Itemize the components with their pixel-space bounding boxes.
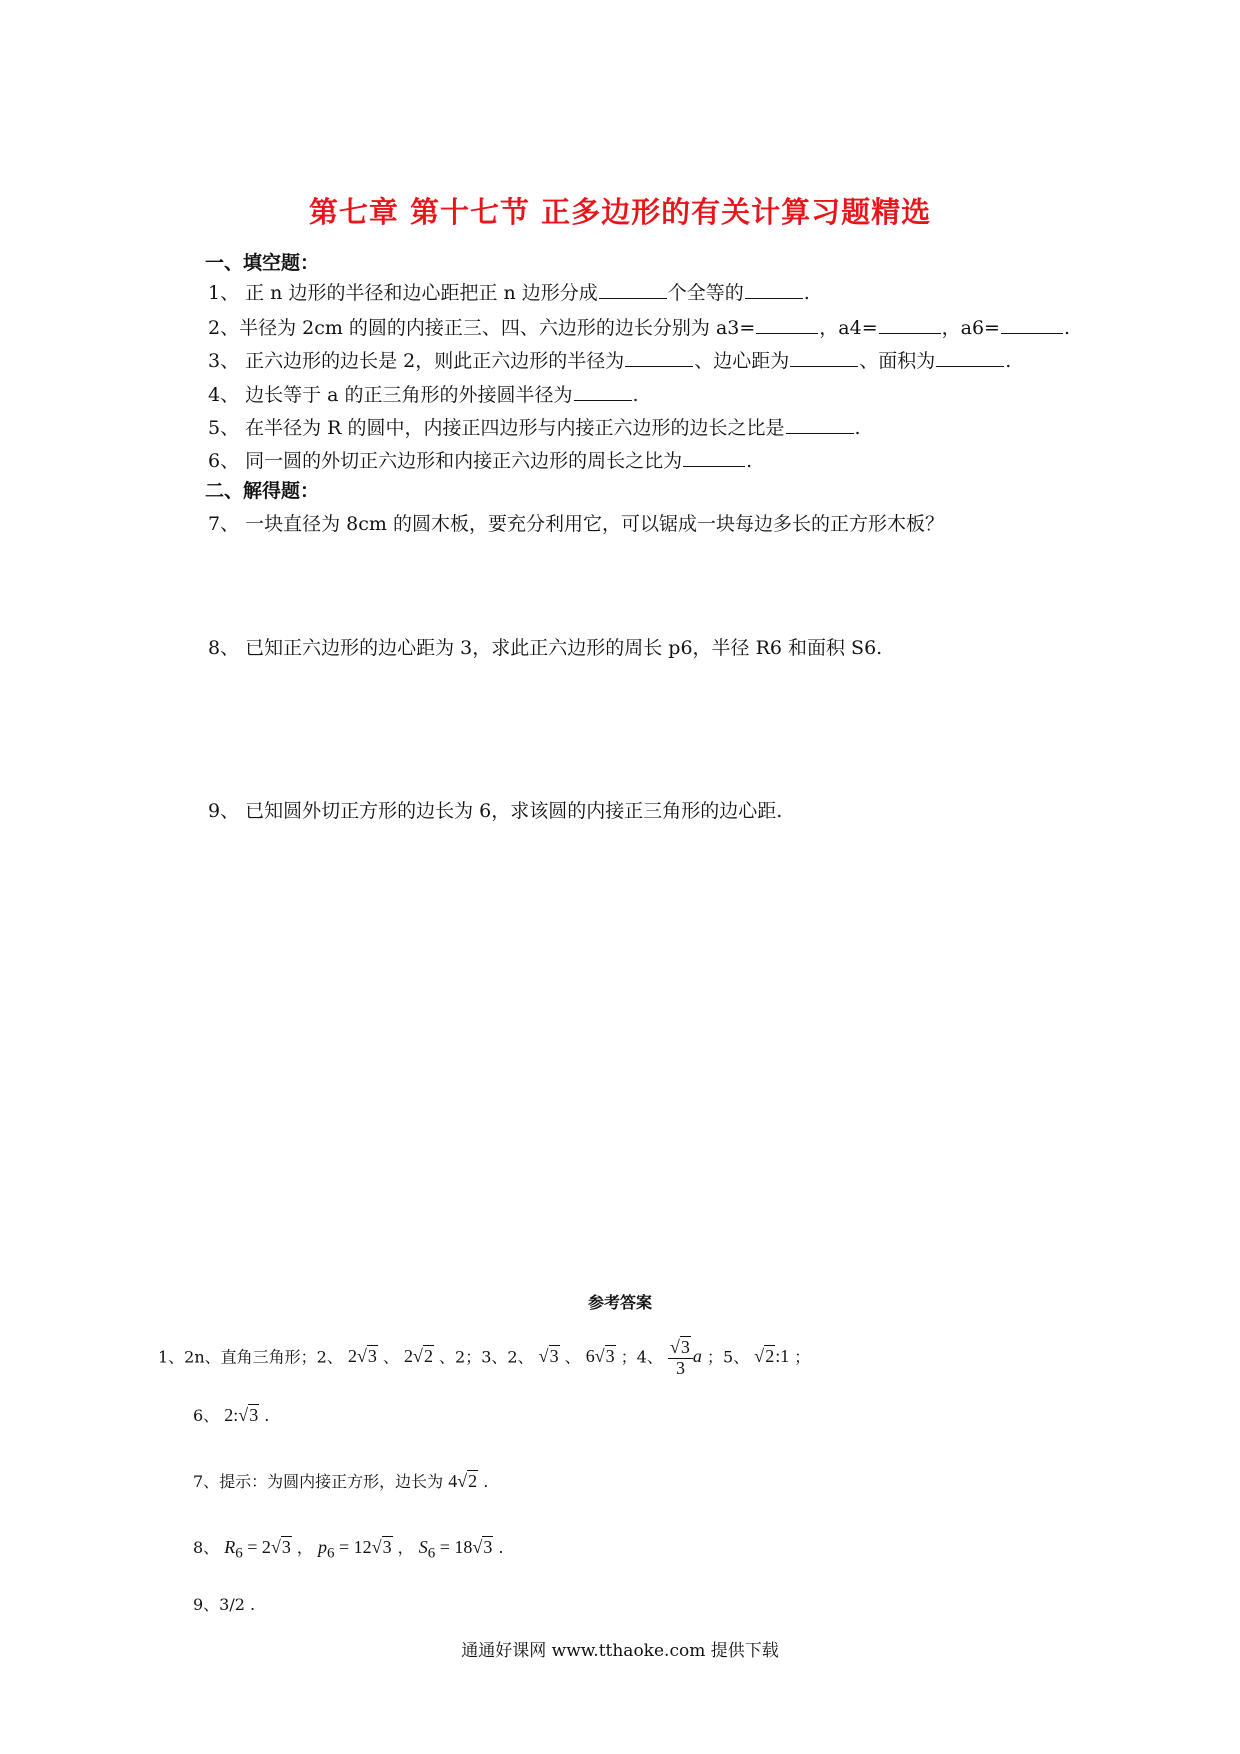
math-equals: = 12 <box>334 1537 372 1557</box>
math-expression <box>224 1537 292 1562</box>
math-expression <box>418 1537 494 1562</box>
math-variable: a <box>692 1346 702 1367</box>
page-title: 第七章 第十七节 正多边形的有关计算习题精选 <box>308 195 932 229</box>
sqrt-symbol: √3 <box>538 1346 559 1367</box>
math-variable: p <box>318 1537 328 1557</box>
question-3 <box>208 346 1011 373</box>
math-expression <box>539 1346 560 1366</box>
question-9: 9、 已知圆外切正方形的边长为 6，求该圆的内接正三角形的边心距. <box>208 800 783 822</box>
math-equals: = 2 <box>242 1537 271 1557</box>
answer-line-6 <box>193 1403 269 1426</box>
sqrt-symbol: √2 <box>413 1346 433 1367</box>
answer-text: 1、2n、直角三角形；2、 <box>158 1347 343 1367</box>
answer-blank <box>786 414 854 434</box>
math-coefficient: 6 <box>585 1346 595 1367</box>
answer-blank <box>879 314 941 334</box>
question-1-text-a: 1、 正 n 边形的半径和边心距把正 n 边形分成 <box>208 282 598 304</box>
question-3-text-d: . <box>1005 350 1012 372</box>
math-expression <box>318 1537 393 1562</box>
sqrt-symbol: √3 <box>594 1346 615 1367</box>
math-coefficient: 2 <box>347 1346 357 1367</box>
radicand: 2 <box>423 1346 433 1367</box>
math-subscript: 6 <box>327 1545 335 1562</box>
math-expression <box>224 1405 259 1425</box>
answer-text: 7、提示：为圆内接正方形，边长为 <box>193 1472 444 1491</box>
answer-text: 8、 <box>193 1538 220 1557</box>
math-subscript: 6 <box>235 1545 243 1562</box>
math-coefficient: 2: <box>224 1405 239 1425</box>
answer-blank <box>574 381 632 401</box>
question-4-text-a: 4、 边长等于 a 的正三角形的外接圆半径为 <box>208 384 573 406</box>
math-fraction-expression <box>668 1337 702 1378</box>
math-expression <box>348 1346 378 1366</box>
question-2 <box>208 313 1070 340</box>
question-4-text-b: . <box>632 384 639 406</box>
sqrt-symbol: √2 <box>754 1346 775 1367</box>
question-2-text-c: ，a6= <box>941 317 1000 339</box>
question-3-text-c: 、面积为 <box>859 350 936 372</box>
answer-text: ；5、 <box>707 1347 750 1367</box>
answers-title: 参考答案 <box>587 1293 652 1312</box>
question-6-text-b: . <box>746 450 753 472</box>
answer-blank <box>683 447 745 467</box>
sqrt-symbol: √3 <box>356 1346 377 1367</box>
answer-text: 、2；3、2、 <box>439 1347 534 1367</box>
answer-line-8 <box>193 1535 504 1563</box>
question-8: 8、 已知正六边形的边心距为 3，求此正六边形的周长 p6，半径 R6 和面积 S6. <box>208 637 883 659</box>
section-fill-in-heading: 一、填空题： <box>205 252 320 274</box>
math-expression <box>586 1346 616 1366</box>
sqrt-symbol: √2 <box>457 1471 478 1491</box>
page-footer: 通通好课网 www.tthaoke.com 提供下载 <box>461 1641 779 1661</box>
question-1 <box>208 278 810 305</box>
math-coefficient: 2 <box>404 1346 414 1367</box>
radicand: 2 <box>468 1471 478 1491</box>
question-1-text-c: . <box>803 282 810 304</box>
radicand: 3 <box>367 1346 377 1367</box>
sqrt-symbol: √3 <box>270 1537 291 1557</box>
radicand: 3 <box>605 1346 615 1367</box>
math-ratio-tail: :1 <box>775 1346 790 1367</box>
radicand: 3 <box>680 1337 690 1357</box>
answer-text: 、 <box>564 1347 581 1367</box>
question-5 <box>208 413 861 440</box>
math-expression <box>754 1346 789 1366</box>
answer-blank <box>936 347 1004 367</box>
math-coefficient: 4 <box>448 1471 458 1491</box>
question-6-text-a: 6、 同一圆的外切正六边形和内接正六边形的周长之比为 <box>208 450 683 472</box>
answer-text: . <box>264 1406 270 1425</box>
answer-text: ；4、 <box>620 1347 663 1367</box>
answer-line-9: 9、3/2 . <box>193 1595 256 1614</box>
sqrt-symbol: √3 <box>371 1537 392 1557</box>
question-2-text-a: 2、半径为 2cm 的圆的内接正三、四、六边形的边长分别为 a3= <box>208 317 756 339</box>
answer-separator: ， <box>397 1538 414 1557</box>
radicand: 3 <box>549 1346 559 1367</box>
radicand: 3 <box>382 1537 392 1557</box>
radicand: 3 <box>281 1537 291 1557</box>
question-5-text-a: 5、 在半径为 R 的圆中，内接正四边形与内接正六边形的边长之比是 <box>208 417 785 439</box>
radicand: 3 <box>483 1537 493 1557</box>
answer-blank <box>599 279 667 299</box>
math-variable: R <box>224 1537 236 1557</box>
question-6 <box>208 446 752 473</box>
question-5-text-b: . <box>854 417 861 439</box>
math-variable: S <box>418 1537 428 1557</box>
answer-blank <box>790 347 858 367</box>
answer-line-1 <box>158 1338 810 1379</box>
answer-blank <box>625 347 693 367</box>
answer-text: 、 <box>382 1347 399 1367</box>
radicand: 3 <box>249 1405 259 1425</box>
question-3-text-a: 3、 正六边形的边长是 2，则此正六边形的半径为 <box>208 350 625 372</box>
math-expression <box>404 1346 434 1366</box>
question-3-text-b: 、边心距为 <box>694 350 790 372</box>
question-2-text-b: ，a4= <box>819 317 878 339</box>
math-equals: = 18 <box>435 1537 473 1557</box>
math-subscript: 6 <box>427 1545 436 1562</box>
question-2-text-d: . <box>1063 317 1071 339</box>
answer-blank <box>1001 314 1063 334</box>
radicand: 2 <box>765 1346 775 1367</box>
answer-text: ； <box>794 1347 811 1367</box>
answer-separator: ， <box>296 1538 313 1557</box>
question-1-text-b: 个全等的 <box>667 282 744 304</box>
fraction-numerator: √3 <box>668 1338 693 1359</box>
answer-line-7 <box>193 1469 488 1492</box>
math-expression <box>448 1471 478 1491</box>
answer-text: . <box>498 1538 504 1557</box>
answer-text: . <box>483 1472 489 1491</box>
answer-blank <box>745 279 803 299</box>
answer-blank <box>756 314 818 334</box>
fraction-denominator: 3 <box>675 1357 685 1378</box>
sqrt-symbol: √3 <box>472 1537 493 1557</box>
section-solve-heading: 二、解得题： <box>205 480 320 502</box>
question-7: 7、 一块直径为 8cm 的圆木板，要充分利用它，可以锯成一块每边多长的正方形木板？ <box>208 513 944 535</box>
answer-text: 6、 <box>193 1406 220 1425</box>
question-4 <box>208 380 639 407</box>
fraction <box>668 1338 693 1379</box>
sqrt-symbol: √3 <box>238 1405 259 1425</box>
